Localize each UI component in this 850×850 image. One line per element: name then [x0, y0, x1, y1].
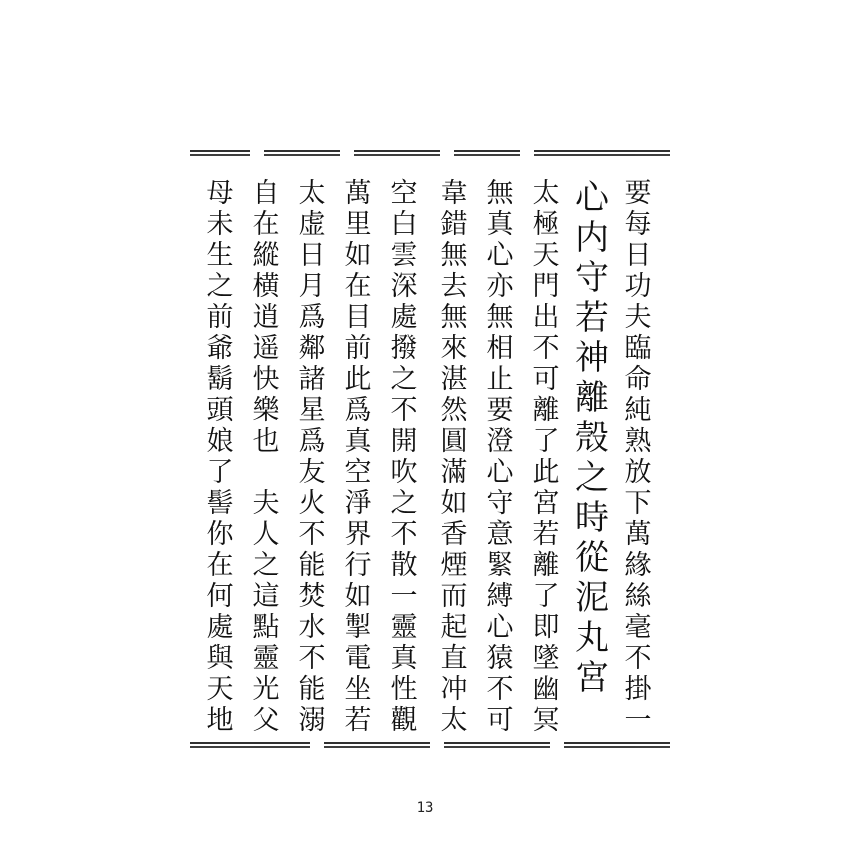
glyph: 守 — [575, 258, 609, 298]
glyph: 相 — [486, 333, 514, 364]
glyph: 如 — [344, 240, 372, 271]
glyph: 友 — [298, 457, 326, 488]
glyph: 起 — [440, 612, 468, 643]
glyph: 一 — [624, 705, 652, 736]
glyph: 心 — [575, 178, 609, 218]
glyph: 爲 — [344, 395, 372, 426]
glyph: 此 — [532, 457, 560, 488]
glyph: 丸 — [575, 618, 609, 658]
glyph: 宮 — [575, 658, 609, 698]
top-border-rule — [190, 150, 670, 158]
glyph: 無 — [440, 240, 468, 271]
glyph: 萬 — [624, 519, 652, 550]
glyph: 泥 — [575, 578, 609, 618]
glyph: 目 — [344, 302, 372, 333]
glyph: 門 — [532, 271, 560, 302]
glyph: 澄 — [486, 426, 514, 457]
glyph: 處 — [390, 302, 418, 333]
text-column — [290, 178, 334, 738]
glyph: 横 — [252, 271, 280, 302]
glyph: 之 — [206, 271, 234, 302]
glyph: 之 — [390, 488, 418, 519]
glyph: 滿 — [440, 457, 468, 488]
glyph: 空 — [390, 178, 418, 209]
glyph: 離 — [532, 550, 560, 581]
glyph: 太 — [298, 178, 326, 209]
glyph: 如 — [440, 488, 468, 519]
glyph: 離 — [532, 395, 560, 426]
text-column — [336, 178, 380, 738]
glyph: 守 — [486, 488, 514, 519]
text-column — [616, 178, 660, 738]
glyph: 可 — [532, 364, 560, 395]
glyph: 功 — [624, 271, 652, 302]
glyph: 香 — [440, 519, 468, 550]
glyph: 太 — [532, 178, 560, 209]
glyph: 毫 — [624, 612, 652, 643]
glyph: 宮 — [532, 488, 560, 519]
glyph: 爲 — [298, 426, 326, 457]
glyph: 要 — [624, 178, 652, 209]
glyph: 光 — [252, 674, 280, 705]
glyph: 不 — [390, 395, 418, 426]
glyph: 髻 — [206, 488, 234, 519]
glyph: 也 — [252, 426, 280, 457]
glyph: 靈 — [252, 643, 280, 674]
glyph: 命 — [624, 364, 652, 395]
glyph: 心 — [486, 240, 514, 271]
glyph: 不 — [532, 333, 560, 364]
glyph: 在 — [252, 209, 280, 240]
glyph: 散 — [390, 550, 418, 581]
glyph: 若 — [575, 298, 609, 338]
glyph: 月 — [298, 271, 326, 302]
glyph: 萬 — [344, 178, 372, 209]
glyph: 每 — [624, 209, 652, 240]
glyph: 真 — [390, 643, 418, 674]
glyph: 天 — [206, 674, 234, 705]
glyph: 直 — [440, 643, 468, 674]
glyph: 真 — [344, 426, 372, 457]
glyph: 極 — [532, 209, 560, 240]
glyph: 冲 — [440, 674, 468, 705]
glyph: 臨 — [624, 333, 652, 364]
glyph: 逍 — [252, 302, 280, 333]
glyph: 電 — [344, 643, 372, 674]
glyph: 火 — [298, 488, 326, 519]
glyph: 下 — [624, 488, 652, 519]
glyph: 在 — [344, 271, 372, 302]
glyph: 淨 — [344, 488, 372, 519]
glyph: 你 — [206, 519, 234, 550]
glyph: 地 — [206, 705, 234, 736]
glyph: 前 — [206, 302, 234, 333]
glyph: 幽 — [532, 674, 560, 705]
glyph: 吹 — [390, 457, 418, 488]
glyph: 里 — [344, 209, 372, 240]
glyph: 不 — [298, 519, 326, 550]
glyph: 父 — [252, 705, 280, 736]
glyph: 何 — [206, 581, 234, 612]
glyph: 撥 — [390, 333, 418, 364]
glyph: 前 — [344, 333, 372, 364]
glyph: 界 — [344, 519, 372, 550]
glyph: 樂 — [252, 395, 280, 426]
glyph: 冥 — [532, 705, 560, 736]
glyph: 心 — [486, 457, 514, 488]
glyph: 娘 — [206, 426, 234, 457]
glyph: 虚 — [298, 209, 326, 240]
glyph: 心 — [486, 612, 514, 643]
glyph: 一 — [390, 581, 418, 612]
glyph: 開 — [390, 426, 418, 457]
glyph: 能 — [298, 674, 326, 705]
glyph: 時 — [575, 498, 609, 538]
vertical-text-block — [198, 178, 660, 738]
glyph: 掛 — [624, 674, 652, 705]
glyph: 去 — [440, 271, 468, 302]
glyph: 縛 — [486, 581, 514, 612]
glyph: 了 — [532, 581, 560, 612]
glyph: 止 — [486, 364, 514, 395]
glyph: 與 — [206, 643, 234, 674]
glyph: 熟 — [624, 426, 652, 457]
glyph: 出 — [532, 302, 560, 333]
glyph: 緣 — [624, 550, 652, 581]
glyph: 了 — [532, 426, 560, 457]
glyph: 自 — [252, 178, 280, 209]
glyph: 不 — [624, 643, 652, 674]
glyph: 處 — [206, 612, 234, 643]
text-column — [524, 178, 568, 738]
glyph: 猿 — [486, 643, 514, 674]
glyph: 人 — [252, 519, 280, 550]
glyph: 可 — [486, 705, 514, 736]
glyph: 母 — [206, 178, 234, 209]
glyph: 深 — [390, 271, 418, 302]
glyph: 真 — [486, 209, 514, 240]
glyph: 錯 — [440, 209, 468, 240]
glyph: 若 — [532, 519, 560, 550]
glyph: 溺 — [298, 705, 326, 736]
glyph: 天 — [532, 240, 560, 271]
glyph: 内 — [575, 218, 609, 258]
glyph: 之 — [252, 550, 280, 581]
glyph: 空 — [344, 457, 372, 488]
glyph: 掣 — [344, 612, 372, 643]
glyph: 絲 — [624, 581, 652, 612]
glyph: 鬍 — [206, 364, 234, 395]
text-column — [570, 178, 614, 738]
glyph: 爺 — [206, 333, 234, 364]
text-column — [198, 178, 242, 738]
glyph: 如 — [344, 581, 372, 612]
glyph: 這 — [252, 581, 280, 612]
glyph: 若 — [344, 705, 372, 736]
text-column — [432, 178, 476, 738]
glyph: 雲 — [390, 240, 418, 271]
glyph: 殼 — [575, 418, 609, 458]
glyph: 了 — [206, 457, 234, 488]
glyph: 無 — [486, 178, 514, 209]
glyph: 純 — [624, 395, 652, 426]
text-column — [382, 178, 426, 738]
glyph: 韋 — [440, 178, 468, 209]
glyph: 離 — [575, 378, 609, 418]
glyph: 頭 — [206, 395, 234, 426]
glyph: 快 — [252, 364, 280, 395]
glyph: 無 — [440, 302, 468, 333]
glyph: 未 — [206, 209, 234, 240]
glyph: 不 — [486, 674, 514, 705]
glyph: 夫 — [624, 302, 652, 333]
glyph: 在 — [206, 550, 234, 581]
glyph: 即 — [532, 612, 560, 643]
glyph: 不 — [390, 519, 418, 550]
glyph: 白 — [390, 209, 418, 240]
glyph: 然 — [440, 395, 468, 426]
glyph: 太 — [440, 705, 468, 736]
glyph: 意 — [486, 519, 514, 550]
glyph — [253, 457, 280, 488]
glyph: 水 — [298, 612, 326, 643]
glyph: 煙 — [440, 550, 468, 581]
glyph: 墜 — [532, 643, 560, 674]
glyph: 神 — [575, 338, 609, 378]
glyph: 焚 — [298, 581, 326, 612]
page-number: 13 — [416, 800, 434, 816]
glyph: 鄰 — [298, 333, 326, 364]
bottom-border-rule — [190, 742, 670, 750]
glyph: 圓 — [440, 426, 468, 457]
glyph: 要 — [486, 395, 514, 426]
text-column — [244, 178, 288, 738]
glyph: 此 — [344, 364, 372, 395]
glyph: 能 — [298, 550, 326, 581]
glyph: 觀 — [390, 705, 418, 736]
glyph: 生 — [206, 240, 234, 271]
glyph: 而 — [440, 581, 468, 612]
glyph: 之 — [390, 364, 418, 395]
glyph: 行 — [344, 550, 372, 581]
glyph: 日 — [298, 240, 326, 271]
glyph: 放 — [624, 457, 652, 488]
glyph: 坐 — [344, 674, 372, 705]
glyph: 爲 — [298, 302, 326, 333]
glyph: 遥 — [252, 333, 280, 364]
glyph: 緊 — [486, 550, 514, 581]
glyph: 不 — [298, 643, 326, 674]
glyph: 星 — [298, 395, 326, 426]
glyph: 之 — [575, 458, 609, 498]
glyph: 縱 — [252, 240, 280, 271]
glyph: 諸 — [298, 364, 326, 395]
glyph: 湛 — [440, 364, 468, 395]
glyph: 無 — [486, 302, 514, 333]
glyph: 亦 — [486, 271, 514, 302]
text-column — [478, 178, 522, 738]
glyph: 從 — [575, 538, 609, 578]
glyph: 靈 — [390, 612, 418, 643]
glyph: 性 — [390, 674, 418, 705]
glyph: 夫 — [252, 488, 280, 519]
glyph: 點 — [252, 612, 280, 643]
glyph: 來 — [440, 333, 468, 364]
glyph: 日 — [624, 240, 652, 271]
